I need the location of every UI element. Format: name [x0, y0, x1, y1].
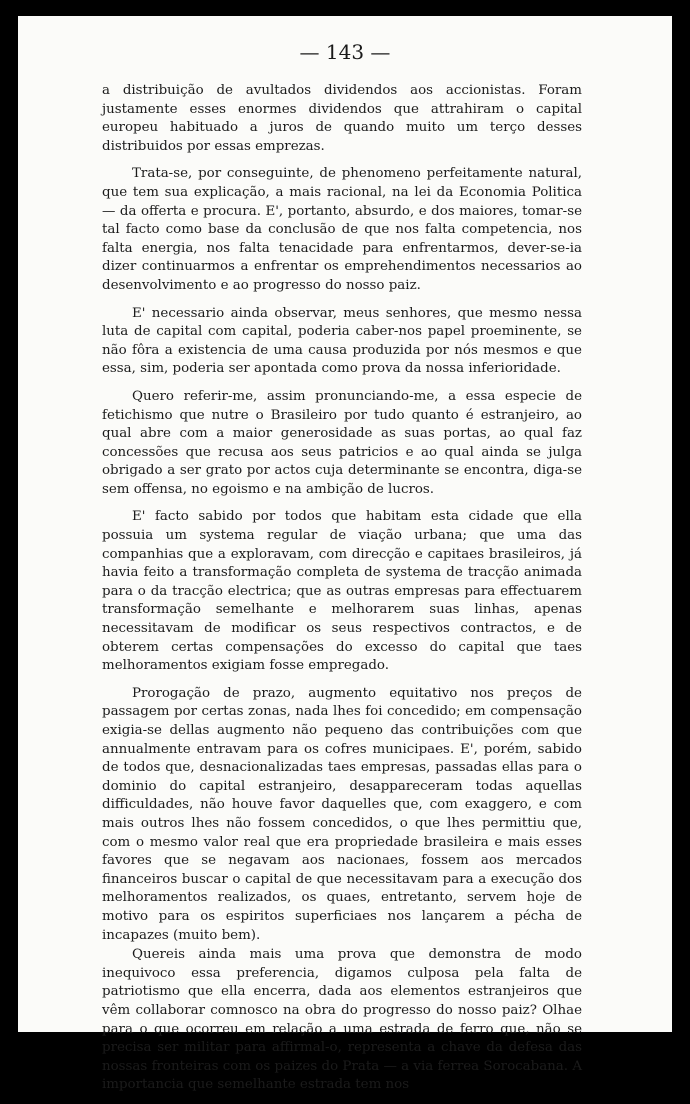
paragraph-3: E' necessario ainda observar, meus senhores, que mesmo nessa luta de capital com capital, poderia caber-nos papel proeminente, se não fôra a existencia de uma causa produzida por nós mesmos e que essa, sim, poderia ser apontada como prova da nossa inferioridade.	[102, 305, 582, 377]
document-page	[18, 16, 672, 1093]
page-number: — 143 —	[299, 40, 391, 64]
paragraph-6: Prorogação de prazo, augmento equitativo nos preços de passagem por certas zonas, nada lhes foi concedido; em compensação exigia-se dellas augmento não pequeno das contribuições com que annualmente entravam para os cofres municipaes. E', porém, sabido de todos que, desnacionalizadas taes empresas, passadas ellas para o dominio do capital estranjeiro, desappareceram todas aquellas difficuldades, não houve favor daquelles que, com exaggero, e com mais outros lhes não fossem concedidos, o que lhes permittiu que, com o mesmo valor real que era propriedade brasileira e mais esses favores que se negavam aos nacionaes, fossem aos mercados financeiros buscar o capital de que necessitavam para a execução dos melhoramentos realizados, os quaes, entretanto, servem hoje de motivo para os espiritos superficiaes nos lançarem a pécha de incapazes (muito bem).	[102, 685, 582, 943]
paragraph-4: Quero referir-me, assim pronunciando-me, a essa especie de fetichismo que nutre o Brasileiro por tudo quanto é estranjeiro, ao qual abre com a maior generosidade as suas portas, ao qual faz concessões que recusa aos seus patricios e ao qual ainda se julga obrigado a ser grato por actos cuja determinante se encontra, diga-se sem offensa, no egoismo e na ambição de lucros.	[102, 388, 582, 497]
paragraph-2: Trata-se, por conseguinte, de phenomeno perfeitamente natural, que tem sua explicação, a mais racional, na lei da Economia Politica — da offerta e procura. E', portanto, absurdo, e dos maiores, tomar-se tal facto como base da conclusão de que nos falta competencia, nos falta energia, nos falta tenacidade para enfrentarmos, dever-se-ia dizer continuarmos a enfrentar os emprehendimentos necessarios ao desenvolvimento e ao progresso do nosso paiz.	[102, 166, 582, 293]
page-body	[102, 82, 582, 1104]
paragraph-5: E' facto sabido por todos que habitam esta cidade que ella possuia um systema regular de viação urbana; que uma das companhias que a exploravam, com direcção e capitaes brasileiros, já havia feito a transformação completa de systema de tracção animada para o da tracção electrica; que as outras empresas para effectuarem transformação semelhante e melhorarem suas linhas, apenas necessitavam de modificar os seus respectivos contractos, e de obterem certas compensações do excesso do capital que taes melhoramentos exigiam fosse empregado.	[102, 509, 582, 674]
paragraph-1: a distribuição de avultados dividendos aos accionistas. Foram justamente esses enormes dividendos que attrahiram o capital europeu habituado a juros de quando muito um terço desses distribuidos por essas emprezas.	[102, 83, 582, 154]
paragraph-7: Quereis ainda mais uma prova que demonstra de modo inequivoco essa preferencia, digamos culposa pela falta de patriotismo que ella encerra, dada aos elementos estranjeiros que vêm collaborar comnosco na obra do progresso do nosso paiz? Olhae para o que ocorreu em relação a uma estrada de ferro que, não se precisa ser militar para affirmal-o, representa a chave da defesa das nossas fronteiras com os paizes do Prata — a via ferrea Sorocabana. A importancia que semelhante estrada tem nos	[102, 947, 582, 1093]
